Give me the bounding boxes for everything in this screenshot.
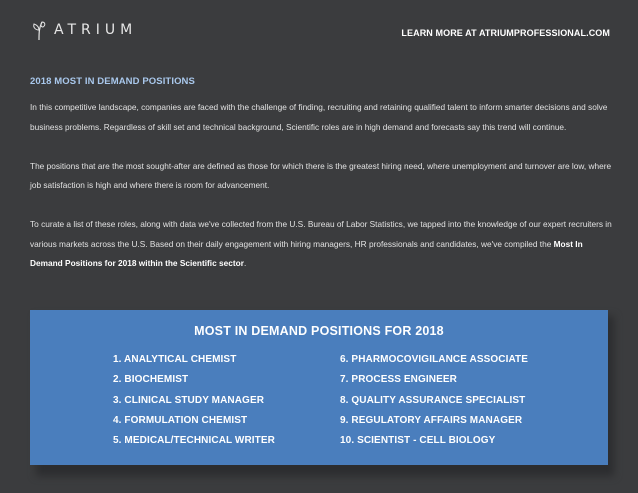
section-title: 2018 MOST IN DEMAND POSITIONS: [30, 76, 195, 87]
position-item: 6. PHARMOCOVIGILANCE ASSOCIATE: [340, 354, 529, 365]
position-item: 7. PROCESS ENGINEER: [340, 374, 457, 386]
header: [0, 0, 638, 62]
panel-title: MOST IN DEMAND POSITIONS FOR 2018: [194, 324, 444, 338]
positions-column-right: [340, 350, 528, 451]
paragraph-3: [30, 215, 614, 274]
paragraph-2: The positions that are the most sought-after are defined as those for which there is the greatest hiring need, where unemployment and turnover are low, where job satisfaction is high and where there is room for advancement.: [30, 160, 612, 191]
position-item: 4. FORMULATION CHEMIST: [113, 414, 248, 426]
paragraph-3-emphasis: Most In Demand Positions for 2018 within the Scientific sector: [30, 238, 583, 269]
paragraph-3-text: To curate a list of these roles, along with data we've collected from the U.S. Bureau of Labor Statistics, we tapped into the knowledge of our expert recruiters in various markets across the U.S. Based on their daily engagement with hiring managers, HR professionals and candidates, we've compiled the: [30, 219, 612, 249]
leaf-sprig-icon: [30, 19, 48, 41]
positions-panel: [30, 310, 608, 465]
logo-text: ATRIUM: [54, 22, 138, 38]
position-item: 2. BIOCHEMIST: [113, 374, 189, 386]
learn-more-link[interactable]: LEARN MORE AT ATRIUMPROFESSIONAL.COM: [401, 28, 610, 38]
position-item: 8. QUALITY ASSURANCE SPECIALIST: [340, 394, 526, 406]
body-text: [30, 98, 614, 293]
atrium-logo[interactable]: [30, 19, 137, 41]
position-item: 3. CLINICAL STUDY MANAGER: [113, 394, 265, 406]
paragraph-3-end: .: [243, 258, 247, 269]
position-item: 5. MEDICAL/TECHNICAL WRITER: [113, 435, 275, 447]
position-item: 10. SCIENTIST - CELL BIOLOGY: [340, 435, 496, 447]
paragraph-1: In this competitive landscape, companies are faced with the challenge of finding, recruiting and retaining qualified talent to inform smarter decisions and solve business problems. Regardless of skill set and technical background, Scientific roles are in high demand and forecasts say this trend will continue.: [30, 102, 608, 132]
position-item: 1. ANALYTICAL CHEMIST: [113, 354, 237, 365]
position-item: 9. REGULATORY AFFAIRS MANAGER: [340, 414, 523, 426]
positions-column-left: [113, 350, 275, 451]
